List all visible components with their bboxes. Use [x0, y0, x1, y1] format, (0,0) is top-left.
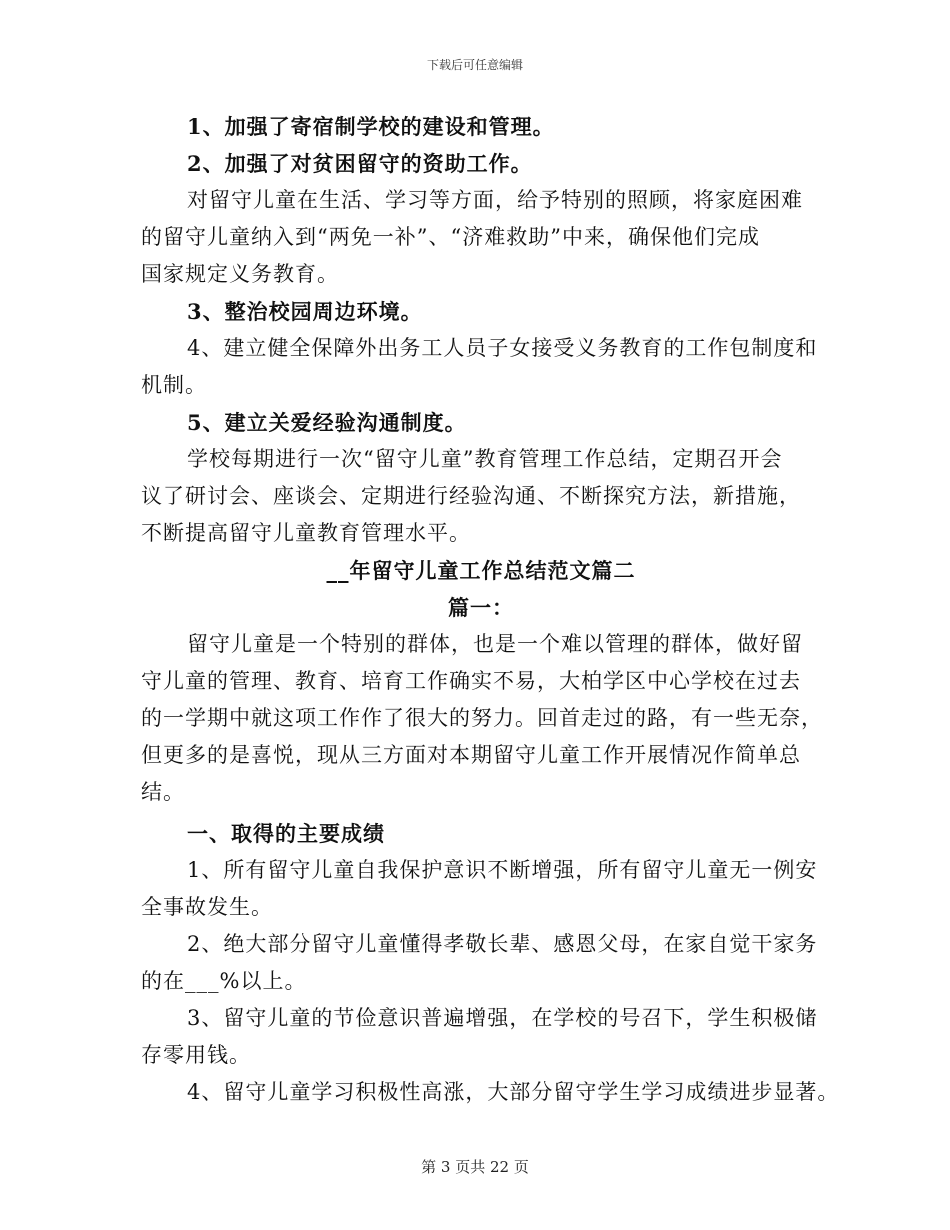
paragraph-line: 但更多的是喜悦，现从三方面对本期留守儿童工作开展情况作简单总	[141, 743, 801, 767]
achievement-line: 1、所有留守儿童自我保护意识不断增强，所有留守儿童无一例安	[187, 858, 818, 882]
header-note: 下载后可任意编辑	[426, 58, 523, 72]
paragraph-line: 留守儿童是一个特别的群体，也是一个难以管理的群体，做好留	[187, 632, 803, 656]
paragraph-line: 守儿童的管理、教育、培育工作确实不易，大柏学区中心学校在过去	[141, 669, 801, 693]
item-4-line: 4、建立健全保障外出务工人员子女接受义务教育的工作包制度和	[187, 336, 818, 360]
achievement-line: 2、绝大部分留守儿童懂得孝敬长辈、感恩父母，在家自觉干家务	[187, 932, 818, 956]
paragraph-line: 议了研讨会、座谈会、定期进行经验沟通、不断探究方法，新措施，	[141, 484, 801, 508]
paragraph-line: 不断提高留守儿童教育管理水平。	[141, 521, 471, 545]
item-3-heading: 3、整治校园周边环境。	[187, 299, 423, 324]
achievement-line: 存零用钱。	[141, 1043, 251, 1067]
paragraph-line: 对留守儿童在生活、学习等方面，给予特别的照顾，将家庭困难	[187, 188, 803, 212]
paragraph-line: 学校每期进行一次“留守儿童”教育管理工作总结，定期召开会	[187, 447, 783, 471]
subsection-title: 篇一：	[448, 595, 514, 620]
item-1-heading: 1、加强了寄宿制学校的建设和管理。	[187, 114, 555, 139]
page-footer: 第 3 页共 22 页	[421, 1158, 529, 1176]
paragraph-line: 的一学期中就这项工作作了很大的努力。回首走过的路，有一些无奈，	[141, 706, 823, 730]
paragraph-line: 的留守儿童纳入到“两免一补”、“济难救助”中来，确保他们完成	[141, 225, 760, 249]
item-5-heading: 5、建立关爱经验沟通制度。	[187, 410, 467, 435]
item-2-heading: 2、加强了对贫困留守的资助工作。	[187, 151, 533, 176]
paragraph-line: 国家规定义务教育。	[141, 262, 339, 286]
achievement-line: 4、留守儿童学习积极性高涨，大部分留守学生学习成绩进步显著。	[187, 1080, 840, 1104]
achievement-line: 全事故发生。	[141, 895, 273, 919]
achievements-heading: 一、取得的主要成绩	[187, 821, 385, 846]
achievement-line: 3、留守儿童的节俭意识普遍增强，在学校的号召下，学生积极储	[187, 1006, 818, 1030]
document-body	[141, 108, 840, 1111]
achievement-line: 的在___%以上。	[141, 969, 307, 993]
item-4-line: 机制。	[141, 373, 207, 397]
paragraph-line: 结。	[141, 780, 185, 804]
section-title: __年留守儿童工作总结范文篇二	[326, 558, 636, 583]
